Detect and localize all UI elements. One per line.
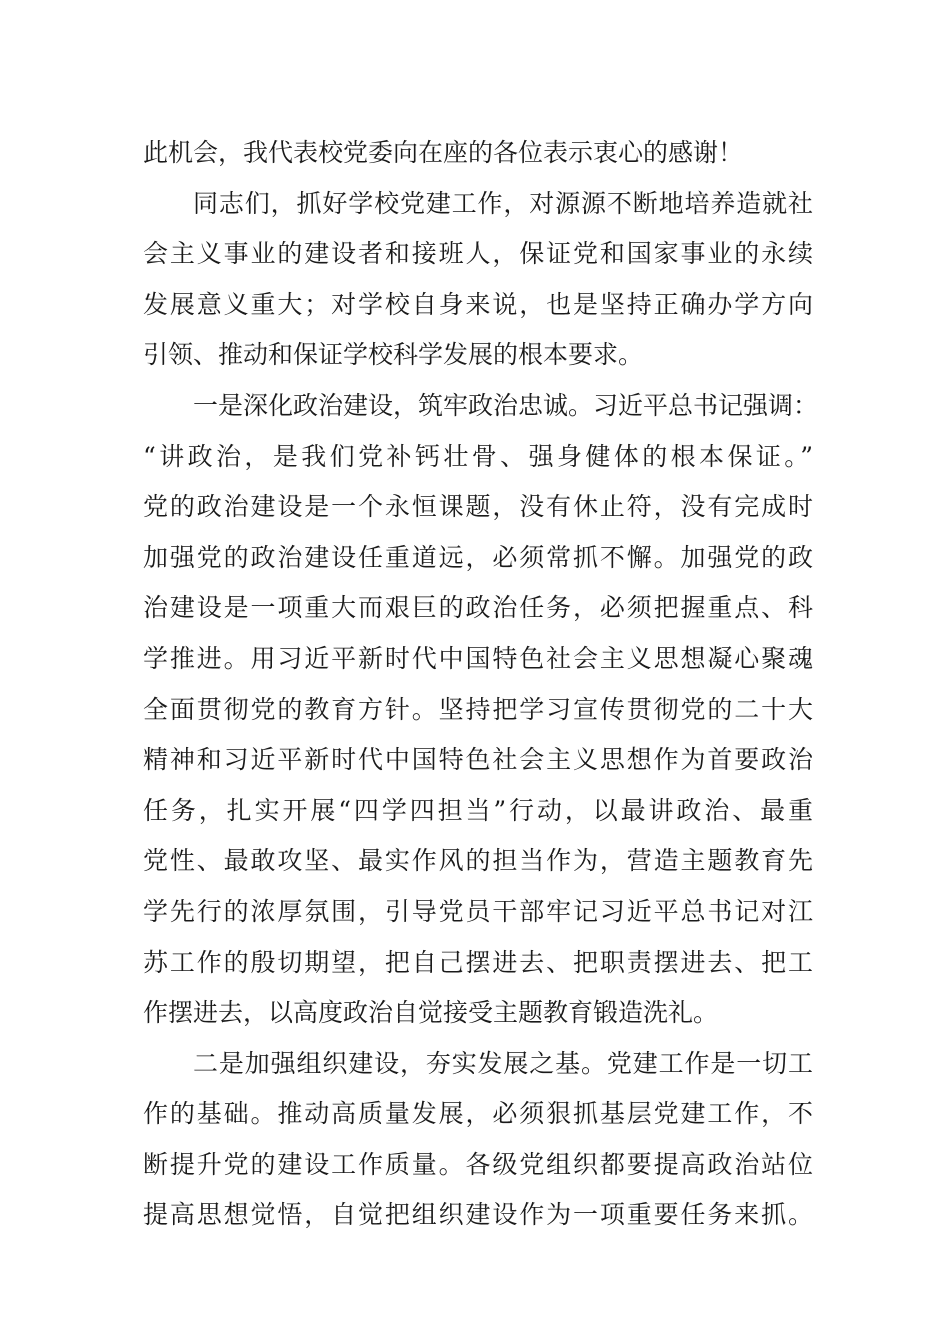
text-line: 学先行的浓厚氛围，引导党员干部牢记习近平总书记对江 — [143, 896, 813, 926]
text-line: 全面贯彻党的教育方针。坚持把学习宣传贯彻党的二十大 — [143, 694, 813, 724]
text-line: 提高思想觉悟，自觉把组织建设作为一项重要任务来抓。 — [143, 1200, 813, 1230]
text-line: 断提升党的建设工作质量。各级党组织都要提高政治站位 — [143, 1149, 813, 1179]
text-line: 党的政治建设是一个永恒课题，没有休止符，没有完成时 — [143, 492, 813, 522]
text-line: 任务，扎实开展“四学四担当”行动，以最讲政治、最重 — [143, 795, 813, 825]
text-line: 作的基础。推动高质量发展，必须狠抓基层党建工作，不 — [143, 1099, 813, 1129]
document-body — [143, 128, 819, 1241]
text-line: 会主义事业的建设者和接班人，保证党和国家事业的永续 — [143, 239, 813, 269]
text-line: 学推进。用习近平新时代中国特色社会主义思想凝心聚魂 — [143, 643, 813, 673]
text-line: 一是深化政治建设，筑牢政治忠诚。习近平总书记强调： — [193, 390, 819, 420]
text-line: 党性、最敢攻坚、最实作风的担当作为，营造主题教育先 — [143, 846, 813, 876]
text-line: 二是加强组织建设，夯实发展之基。党建工作是一切工 — [193, 1048, 813, 1078]
text-line: 加强党的政治建设任重道远，必须常抓不懈。加强党的政 — [143, 542, 813, 572]
text-line: 治建设是一项重大而艰巨的政治任务，必须把握重点、科 — [143, 593, 813, 623]
text-line: 发展意义重大；对学校自身来说，也是坚持正确办学方向 — [143, 289, 813, 319]
text-line: 精神和习近平新时代中国特色社会主义思想作为首要政治 — [143, 745, 813, 775]
text-line: 引领、推动和保证学校科学发展的根本要求。 — [143, 340, 644, 370]
text-line: “讲政治，是我们党补钙壮骨、强身健体的根本保证。” — [143, 441, 813, 471]
text-line: 此机会，我代表校党委向在座的各位表示衷心的感谢！ — [143, 138, 744, 167]
text-line: 作摆进去，以高度政治自觉接受主题教育锻造洗礼。 — [143, 998, 719, 1028]
text-line: 同志们，抓好学校党建工作，对源源不断地培养造就社 — [193, 188, 813, 218]
text-line: 苏工作的殷切期望，把自己摆进去、把职责摆进去、把工 — [143, 947, 813, 977]
